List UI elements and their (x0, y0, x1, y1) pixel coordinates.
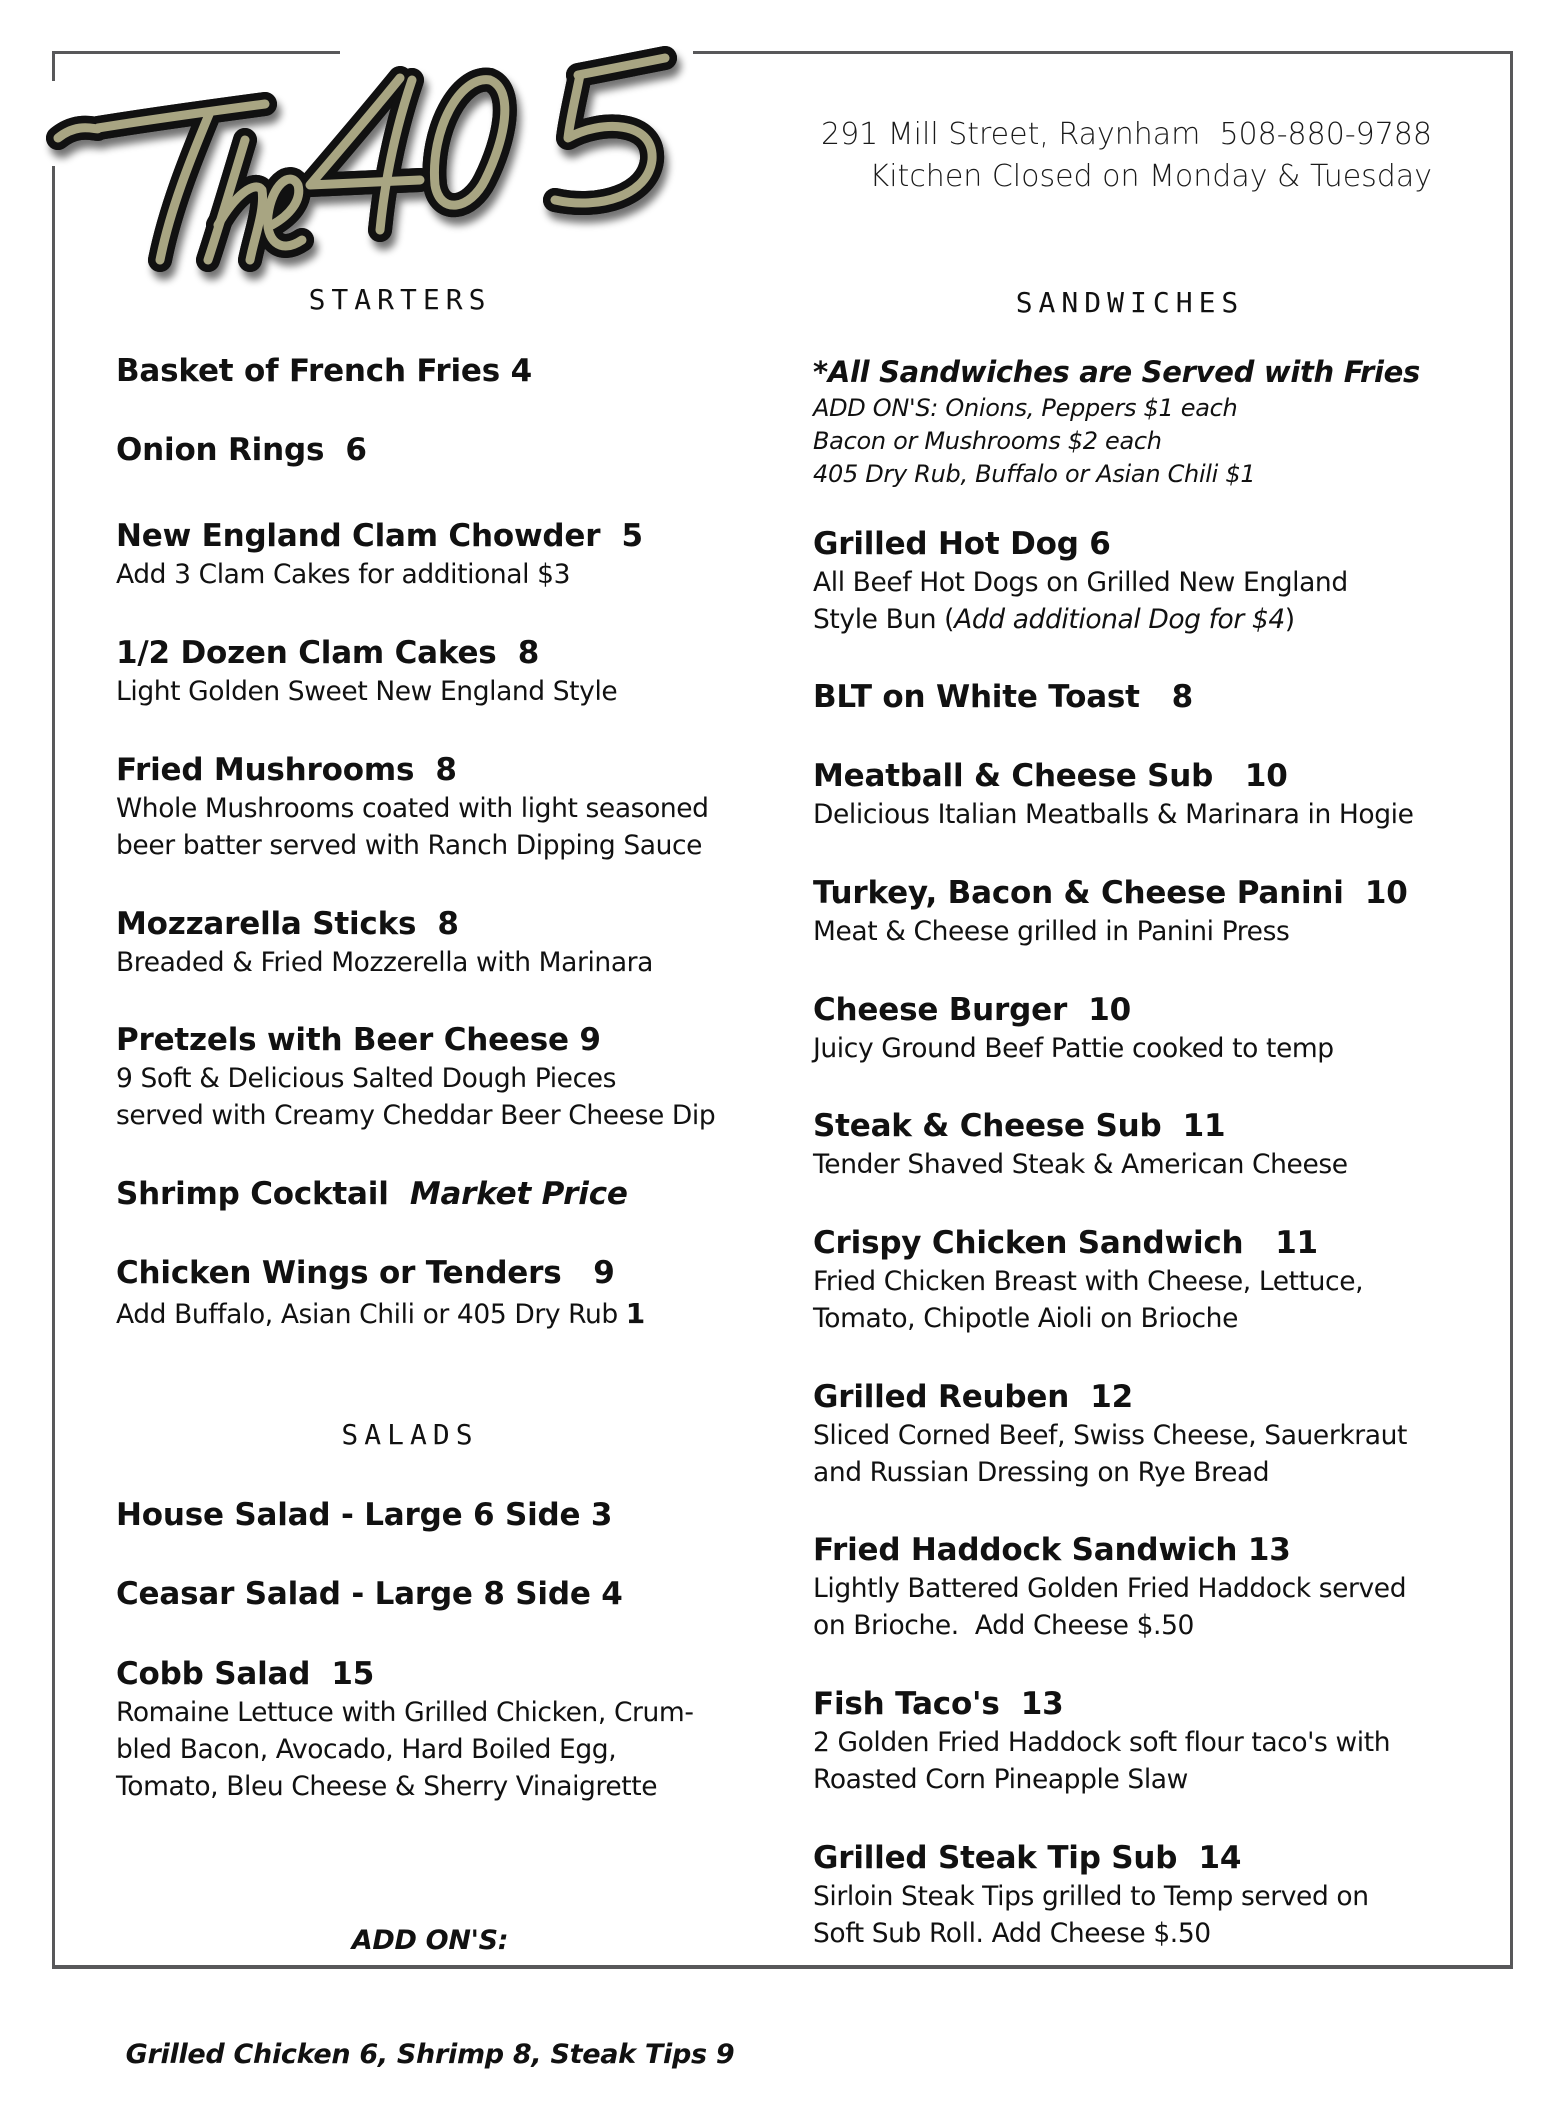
menu-item (813, 1838, 1369, 1952)
item-desc: Tomato, Chipotle Aioli on Brioche (813, 1303, 1238, 1334)
menu-item (813, 873, 1408, 950)
contact-info (821, 114, 1432, 198)
item-desc-end: ) (1284, 604, 1295, 635)
item-name: Steak & Cheese Sub 11 (813, 1108, 1226, 1144)
menu-item (116, 1654, 694, 1805)
menu-item (813, 677, 1193, 717)
menu-item (813, 756, 1414, 833)
item-desc: on Brioche. Add Cheese $.50 (813, 1610, 1194, 1641)
item-name: New England Clam Chowder 5 (116, 518, 643, 554)
frame-top-right (693, 51, 1513, 54)
item-desc-text: Add Buffalo, Asian Chili or 405 Dry Rub (116, 1299, 626, 1330)
item-name: Pretzels with Beer Cheese 9 (116, 1022, 601, 1058)
item-name-text: Shrimp Cocktail (116, 1176, 410, 1212)
item-desc-italic: Add additional Dog for $4 (954, 604, 1285, 635)
address-phone: 291 Mill Street, Raynham 508-880-9788 (820, 117, 1432, 152)
item-name: Onion Rings 6 (116, 432, 367, 468)
menu-item (813, 1684, 1390, 1798)
item-name: BLT on White Toast 8 (813, 679, 1193, 715)
item-name: Meatball & Cheese Sub 10 (813, 758, 1288, 794)
item-desc: Sliced Corned Beef, Swiss Cheese, Sauerkraut (813, 1420, 1407, 1451)
menu-item (116, 1495, 612, 1535)
menu-item (813, 1223, 1363, 1337)
note-line: 405 Dry Rub, Buffalo or Asian Chili $1 (813, 460, 1256, 488)
note-line: Bacon or Mushrooms $2 each (813, 427, 1162, 455)
menu-item (813, 990, 1334, 1067)
item-desc: Sirloin Steak Tips grilled to Temp served on (813, 1881, 1369, 1912)
item-desc: Soft Sub Roll. Add Cheese $.50 (813, 1918, 1211, 1949)
item-desc: served with Creamy Cheddar Beer Cheese Dip (116, 1100, 716, 1131)
item-name: Ceasar Salad - Large 8 Side 4 (116, 1576, 623, 1612)
menu-item (813, 1106, 1348, 1183)
item-name: Turkey, Bacon & Cheese Panini 10 (813, 875, 1408, 911)
item-desc: beer batter served with Ranch Dipping Sauce (116, 830, 703, 861)
item-desc: and Russian Dressing on Rye Bread (813, 1457, 1270, 1488)
item-desc: Roasted Corn Pineapple Slaw (813, 1764, 1188, 1795)
menu-item (116, 750, 709, 864)
item-desc: Breaded & Fried Mozzerella with Marinara (116, 947, 653, 978)
item-desc: All Beef Hot Dogs on Grilled New England (813, 567, 1348, 598)
item-desc: Add 3 Clam Cakes for additional $3 (116, 559, 571, 590)
item-desc: Light Golden Sweet New England Style (116, 676, 618, 707)
note-line: ADD ON'S: Onions, Peppers $1 each (813, 394, 1238, 422)
item-desc (813, 601, 1348, 638)
sandwich-note (813, 352, 1420, 491)
item-desc: Delicious Italian Meatballs & Marinara in Hogie (813, 799, 1414, 830)
starters-heading: STARTERS (308, 283, 492, 316)
menu-item (116, 1574, 623, 1614)
item-desc: Whole Mushrooms coated with light seasoned (116, 793, 709, 824)
menu-item (116, 633, 617, 710)
item-desc: Tender Shaved Steak & American Cheese (813, 1149, 1348, 1180)
item-desc: Fried Chicken Breast with Cheese, Lettuce, (813, 1266, 1364, 1297)
menu-item (116, 351, 532, 391)
hours-note: Kitchen Closed on Monday & Tuesday (869, 159, 1432, 194)
menu-item (813, 1530, 1406, 1644)
item-desc-price: 1 (625, 1297, 645, 1330)
item-desc: bled Bacon, Avocado, Hard Boiled Egg, (116, 1734, 617, 1765)
item-name: Fish Taco's 13 (813, 1686, 1064, 1722)
menu-item (116, 430, 367, 470)
item-name: Grilled Hot Dog 6 (813, 526, 1111, 562)
salads-heading: SALADS (341, 1418, 479, 1451)
item-desc-text: Style Bun ( (813, 604, 955, 635)
item-name: House Salad - Large 6 Side 3 (116, 1497, 613, 1533)
item-name: Fried Haddock Sandwich 13 (813, 1532, 1291, 1568)
addons-line: Grilled Chicken 6, Shrimp 8, Steak Tips 9 (125, 2039, 735, 2070)
item-name: Fried Mushrooms 8 (116, 752, 457, 788)
menu-item (116, 1020, 715, 1134)
item-name: Grilled Reuben 12 (813, 1379, 1133, 1415)
menu-item (813, 1377, 1407, 1491)
menu-item (116, 1253, 645, 1333)
item-desc: Juicy Ground Beef Pattie cooked to temp (813, 1033, 1334, 1064)
item-name: Cobb Salad 15 (116, 1656, 375, 1692)
menu-item (116, 1174, 628, 1214)
menu-item (116, 904, 653, 981)
item-name: Chicken Wings or Tenders 9 (116, 1255, 615, 1291)
item-desc: 2 Golden Fried Haddock soft flour taco's with (813, 1727, 1391, 1758)
item-name: Basket of French Fries 4 (116, 353, 532, 389)
menu-item (813, 524, 1348, 638)
frame-right (1510, 51, 1513, 1967)
item-price-italic: Market Price (409, 1176, 628, 1212)
item-desc: Lightly Battered Golden Fried Haddock served (813, 1573, 1407, 1604)
the-405-logo (40, 20, 700, 290)
item-desc: Meat & Cheese grilled in Panini Press (813, 916, 1290, 947)
item-name: Grilled Steak Tip Sub 14 (813, 1840, 1242, 1876)
sandwiches-heading: SANDWICHES (1015, 286, 1245, 319)
frame-left-bottom (52, 166, 55, 1967)
note-title: *All Sandwiches are Served with Fries (813, 355, 1420, 389)
item-desc: Tomato, Bleu Cheese & Sherry Vinaigrette (116, 1771, 658, 1802)
item-name: Cheese Burger 10 (813, 992, 1131, 1028)
salad-addons (110, 1846, 750, 2112)
item-desc: Romaine Lettuce with Grilled Chicken, Crum- (116, 1697, 694, 1728)
item-name (116, 1174, 628, 1214)
item-desc: 9 Soft & Delicious Salted Dough Pieces (116, 1063, 617, 1094)
menu-item (116, 516, 643, 593)
addons-title: ADD ON'S: (351, 1925, 509, 1956)
item-name: Crispy Chicken Sandwich 11 (813, 1225, 1318, 1261)
item-name: Mozzarella Sticks 8 (116, 906, 459, 942)
item-name: 1/2 Dozen Clam Cakes 8 (116, 635, 540, 671)
item-desc (116, 1295, 645, 1333)
